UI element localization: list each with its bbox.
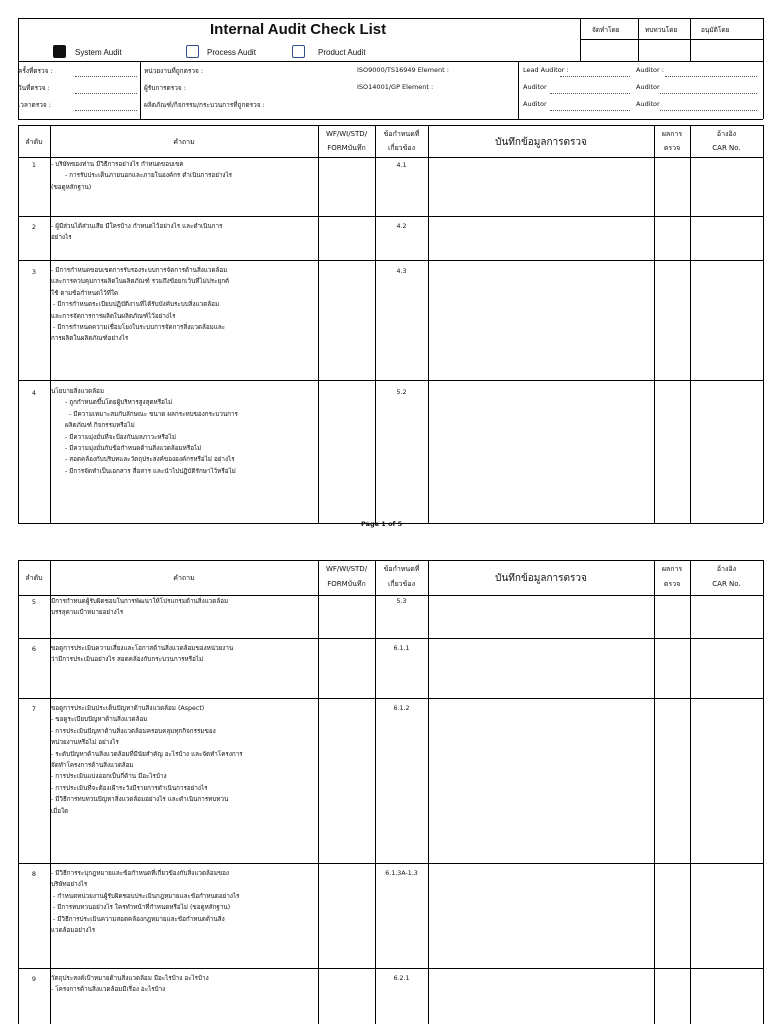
table-row-2-no: 2 xyxy=(31,223,37,231)
process-audit-checkbox[interactable] xyxy=(186,45,199,58)
p2-col-ref-header-2: เกี่ยวข้อง xyxy=(387,580,416,588)
table-row-4-no: 4 xyxy=(31,389,37,397)
table-row-7-no: 7 xyxy=(31,705,37,713)
table-row-1-question: - บริษัทของท่าน มีวิธีการอย่างไร กำหนดขอบเขต - การรับประเด็นภายนอกและภายในองค์กร ดำเนินการอย่างไร (ขอดูหลักฐาน) xyxy=(51,161,233,191)
auditee-department-label: หน่วยงานที่ถูกตรวจ : xyxy=(144,67,204,75)
col-ref-header-1: ข้อกำหนดที่ xyxy=(383,130,420,138)
lead-auditor-label: Lead Auditor : xyxy=(523,66,569,74)
p2-col-no-header: ลำดับ xyxy=(25,574,43,582)
table-row-9-question: วัตถุประสงค์เป้าหมายด้านสิ่งแวดล้อม มีอะไรบ้าง อะไรบ้าง - โครงการด้านสิ่งแวดล้อมมีเรื่อง อะไรบ้าง xyxy=(51,975,209,994)
product-audit-checkbox[interactable] xyxy=(292,45,305,58)
auditor-label-5: Auditor xyxy=(636,100,660,108)
table-row-4-ref: 5.2 xyxy=(396,389,407,396)
iso14001-element-label: ISO14001/GP Element : xyxy=(357,83,434,91)
table-row-3-no: 3 xyxy=(31,268,37,276)
p2-col-car-header-2: CAR No. xyxy=(712,580,741,588)
col-car-header-1: อ้างอิง xyxy=(716,130,737,138)
col-record-header: บันทึกข้อมูลการตรวจ xyxy=(495,137,587,148)
p2-col-car-header-1: อ้างอิง xyxy=(716,565,737,573)
p2-col-result-header-1: ผลการ xyxy=(661,565,683,573)
document-title: Internal Audit Check List xyxy=(210,21,387,38)
product-audit-label: Product Audit xyxy=(318,48,366,57)
auditee-label: ผู้รับการตรวจ : xyxy=(144,84,186,92)
reviewed-by-label: ทบทวนโดย xyxy=(645,26,678,34)
table-row-6-question: ขอดูการประเมินความเสี่ยงและโอกาสด้านสิ่งแวดล้อมของหน่วยงาน ว่ามีการประเมินอย่างไร สอดคล้องกับกระบวนการหรือไม่ xyxy=(51,645,234,664)
auditor-label-2: Auditor xyxy=(523,83,547,91)
p2-col-record-header: บันทึกข้อมูลการตรวจ xyxy=(495,573,587,584)
table-row-8-question: - มีวิธีการระบุกฎหมายและข้อกำหนดที่เกี่ยวข้องกับสิ่งแวดล้อมของ บริษัทอย่างไร - กำหนดหน่วยงานผู้รับผิดชอบประเมินกฎหมายและข้อกำหนดอย่างไร - มีการทบทวนอย่างไร ใครทำหน้าที่กำหนดหรือไม่ (ขอดูหลักฐาน) - มีวิธีการประเมินความสอดคล้องกฎหมายและข้อกำหนดด้านสิ่ง แวดล้อมอย่างไร xyxy=(51,870,240,935)
col-car-header-2: CAR No. xyxy=(712,144,741,152)
table-row-9-no: 9 xyxy=(31,975,37,983)
col-no-header: ลำดับ xyxy=(25,138,43,146)
audited-product-label: ผลิตภัณฑ์/กิจกรรม/กระบวนการที่ถูกตรวจ : xyxy=(144,101,265,109)
table-row-2-question: - ผู้มีส่วนได้ส่วนเสีย มีใครบ้าง กำหนดไว้อย่างไร และดำเนินการ อย่างไร xyxy=(51,223,223,242)
table-row-5-no: 5 xyxy=(31,598,37,606)
table-row-8-no: 8 xyxy=(31,870,37,878)
iso9000-element-label: ISO9000/TS16949 Element : xyxy=(357,66,449,74)
table-row-3-ref: 4.3 xyxy=(396,268,407,275)
table-row-7-ref: 6.1.2 xyxy=(393,705,410,712)
col-ref-header-2: เกี่ยวข้อง xyxy=(387,144,416,152)
auditor-label-1: Auditor : xyxy=(636,66,664,74)
table-row-1-no: 1 xyxy=(31,161,37,169)
p2-col-wf-header-1: WF/WI/STD/ xyxy=(325,565,368,573)
auditor-label-3: Auditor xyxy=(636,83,660,91)
p2-col-question-header: คำถาม xyxy=(173,574,195,582)
audit-round-label: ครั้งที่ตรวจ : xyxy=(18,67,53,75)
col-wf-header-1: WF/WI/STD/ xyxy=(325,130,368,138)
prepared-by-label: จัดทำโดย xyxy=(592,26,620,34)
page-footer: Page 1 of 5 xyxy=(361,520,403,528)
table-row-1-ref: 4.1 xyxy=(396,162,407,169)
table-row-3-question: - มีการกำหนดขอบเขตการรับรองระบบการจัดการด้านสิ่งแวดล้อม และการควบคุมการผลิตในผลิตภัณฑ์ รวมถึงข้อยกเว้นที่ไม่ประยุกต์ ใช้ ตามข้อกำหนดไว้ที่ใด - มีการกำหนดระเบียบปฏิบัติงานที่ได้รับบังคับระบบสิ่งแวดล้อม และการจัดการการผลิตในผลิตภัณฑ์ไว้อย่างไร - มีการกำหนดความเชื่อมโยงในระบบการจัดการสิ่งแวดล้อมและ การผลิตในผลิตภัณฑ์อย่างไร xyxy=(51,267,230,343)
col-result-header-1: ผลการ xyxy=(661,130,683,138)
p2-col-ref-header-1: ข้อกำหนดที่ xyxy=(383,565,420,573)
system-audit-checkbox[interactable] xyxy=(53,45,66,58)
process-audit-label: Process Audit xyxy=(207,48,256,57)
p2-col-result-header-2: ตรวจ xyxy=(663,580,681,588)
table-row-5-question: มีการกำหนดผู้รับผิดชอบในการพัฒนาให้โปรแกรมด้านสิ่งแวดล้อม บรรลุตามเป้าหมายอย่างไร xyxy=(51,598,229,617)
page-2 xyxy=(0,560,768,1024)
table-row-9-ref: 6.2.1 xyxy=(393,975,410,982)
col-question-header: คำถาม xyxy=(173,138,195,146)
table-row-2-ref: 4.2 xyxy=(396,223,407,230)
table-row-6-ref: 6.1.1 xyxy=(393,645,410,652)
col-result-header-2: ตรวจ xyxy=(663,144,681,152)
table-row-4-question: นโยบายสิ่งแวดล้อม - ถูกกำหนดขึ้นโดยผู้บริหารสูงสุดหรือไม่ - มีความเหมาะสมกับลักษณะ ขนาด ผลกระทบของกระบวนการ ผลิตภัณฑ์ กิจกรรมหรือไม่ - มีความมุ่งมั่นที่จะป้องกันมลภาวะหรือไม่ - มีความมุ่งมั่นกับข้อกำหนดด้านสิ่งแวดล้อมหรือไม่ - สอดคล้องกับบริบทและวัตถุประสงค์ขององค์กรหรือไม่ อย่างไร - มีการจัดทำเป็นเอกสาร สื่อสาร และนำไปปฏิบัติรักษาไว้หรือไม่ xyxy=(51,388,238,475)
audit-time-label: เวลาตรวจ : xyxy=(18,101,51,109)
system-audit-label: System Audit xyxy=(75,48,122,57)
approved-by-label: อนุมัติโดย xyxy=(701,26,730,34)
table-row-5-ref: 5.3 xyxy=(396,598,407,605)
audit-date-label: วันที่ตรวจ : xyxy=(18,84,50,92)
table-row-7-question: ขอดูการประเมินประเด็นปัญหาด้านสิ่งแวดล้อม (Aspect) - ขอดูระเบียบปัญหาด้านสิ่งแวดล้อม - การประเมินปัญหาด้านสิ่งแวดล้อมครอบคลุมทุกกิจกรรมของ หน่วยงานหรือไม่ อย่างไร - ระดับปัญหาด้านสิ่งแวดล้อมที่มีนัยสำคัญ อะไรบ้าง และจัดทำโครงการ จัดทำโครงการด้านสิ่งแวดล้อม - การประเมินแบ่งออกเป็นกี่ด้าน มีอะไรบ้าง - การประเมินที่จะต้องเฝ้าระวังมีรายการดำเนินการอย่างไร - มีวิธีการทบทวนปัญหาสิ่งแวดล้อมอย่างไร และดำเนินการทบทวน เมื่อใด xyxy=(51,705,243,815)
p2-col-wf-header-2: FORMบันทึก xyxy=(327,580,366,588)
auditor-label-4: Auditor xyxy=(523,100,547,108)
col-wf-header-2: FORMบันทึก xyxy=(327,144,366,152)
table-row-6-no: 6 xyxy=(31,645,37,653)
table-row-8-ref: 6.1.3A-1.3 xyxy=(385,870,418,877)
